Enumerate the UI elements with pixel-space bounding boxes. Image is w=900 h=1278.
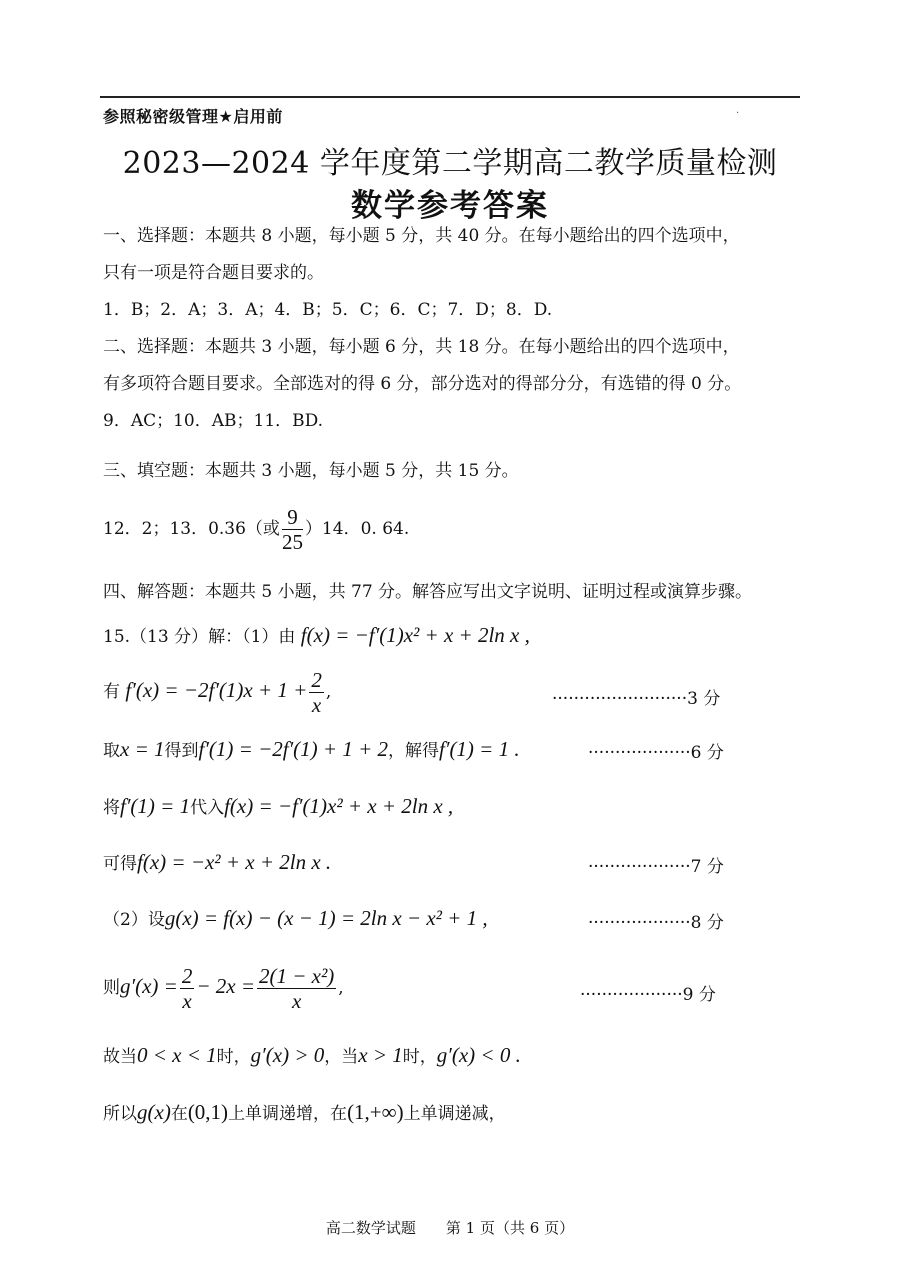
q15-line5 xyxy=(103,849,331,875)
fraction-numerator: 2 xyxy=(311,668,322,692)
q15-l8-formula1: 0 < x < 1 xyxy=(137,1043,217,1067)
section2-answers: 9．AC；10．AB；11．BD. xyxy=(103,411,324,431)
page-footer: 高二数学试题 第 1 页（共 6 页） xyxy=(325,1219,575,1237)
q15-l4-text2: 代入 xyxy=(190,798,225,818)
q15-l8-text3: ，当 xyxy=(324,1047,359,1067)
section1-intro-line2: 只有一项是符合题目要求的。 xyxy=(103,263,324,283)
q15-line1 xyxy=(103,622,530,648)
q15-l7-middle: − 2x = xyxy=(196,974,255,998)
q15-l9-text3: 上单调递增，在 xyxy=(228,1104,348,1124)
q15-l8-formula2: g′(x) > 0 xyxy=(250,1043,325,1067)
q15-l2-fraction xyxy=(309,668,324,717)
q15-line6 xyxy=(103,905,488,931)
section3-answers-pre: 12．2；13．0.36（或 xyxy=(103,519,280,539)
q15-l4-formula2: f(x) = −f′(1)x² + x + 2ln x , xyxy=(224,794,454,818)
q15-l2-text: 有 xyxy=(103,682,120,702)
section1-intro-line1: 一、选择题：本题共 8 小题，每小题 5 分，共 40 分。在每小题给出的四个选项中， xyxy=(103,226,740,246)
header-rule xyxy=(100,96,800,98)
q15-l2-tail: , xyxy=(325,682,332,702)
q15-l7-fraction1 xyxy=(180,964,195,1013)
fraction-numerator: 2(1 − x²) xyxy=(259,964,335,988)
q15-l7-formula: g′(x) = xyxy=(120,974,178,998)
q15-l8-text2: 时， xyxy=(216,1047,251,1067)
fraction-denominator: x xyxy=(311,693,322,717)
confidentiality-label: 参照秘密级管理★启用前 xyxy=(103,107,283,126)
score-8: ···················8 分 xyxy=(588,913,724,933)
q15-l3-text3: ，解得 xyxy=(388,741,440,761)
score-7: ···················7 分 xyxy=(588,857,724,877)
exam-title: 2023—2024 学年度第二学期高二教学质量检测 xyxy=(122,146,778,181)
section1-answers: 1．B；2．A；3．A；4．B；5．C；6．C；7．D；8．D. xyxy=(103,300,553,320)
fraction-numerator: 9 xyxy=(282,505,303,530)
section3-intro: 三、填空题：本题共 3 小题，每小题 5 分，共 15 分。 xyxy=(103,461,519,481)
q15-l3-formula2: f′(1) = −2f′(1) + 1 + 2 xyxy=(198,737,389,761)
q15-l7-fraction2 xyxy=(257,964,336,1013)
q15-l8-formula4: g′(x) < 0 . xyxy=(436,1043,521,1067)
score-3: ·························3 分 xyxy=(552,689,721,709)
q15-l5-formula: f(x) = −x² + x + 2ln x . xyxy=(137,850,332,874)
q15-l3-text2: 得到 xyxy=(164,741,199,761)
fraction-denominator: x xyxy=(291,989,302,1013)
q15-line2 xyxy=(103,668,331,717)
q15-l3-text1: 取 xyxy=(103,741,120,761)
answer-key-title: 数学参考答案 xyxy=(351,188,549,224)
fraction-numerator: 2 xyxy=(181,964,193,988)
q15-l9-formula2: (0,1) xyxy=(187,1100,229,1124)
q15-l3-formula3: f′(1) = 1 . xyxy=(439,737,520,761)
q15-l9-formula1: g(x) xyxy=(137,1100,171,1124)
q15-l1-text: 15.（13 分）解：（1）由 xyxy=(103,627,296,647)
q15-l8-formula3: x > 1 xyxy=(358,1043,403,1067)
q15-line3 xyxy=(103,736,520,762)
q15-l6-text: （2）设 xyxy=(103,910,165,930)
section2-intro-line1: 二、选择题：本题共 3 小题，每小题 6 分，共 18 分。在每小题给出的四个选项中， xyxy=(103,337,740,357)
q15-l9-text1: 所以 xyxy=(103,1104,137,1124)
q15-line9 xyxy=(103,1099,506,1125)
q15-l9-formula3: (1,+∞) xyxy=(347,1100,404,1124)
section3-answers xyxy=(103,505,409,554)
q15-l6-formula: g(x) = f(x) − (x − 1) = 2ln x − x² + 1 , xyxy=(164,906,488,930)
q15-line4 xyxy=(103,793,453,819)
score-6: ···················6 分 xyxy=(588,743,724,763)
fraction-denominator: x xyxy=(182,989,192,1013)
q15-line7 xyxy=(103,964,344,1013)
section4-intro: 四、解答题：本题共 5 小题，共 77 分。解答应写出文字说明、证明过程或演算步骤。 xyxy=(103,582,753,602)
q15-l3-formula1: x = 1 xyxy=(120,737,165,761)
fraction-denominator: 25 xyxy=(281,530,303,554)
q15-l7-tail: , xyxy=(338,978,344,998)
q15-l8-text4: 时， xyxy=(402,1047,437,1067)
q15-line8 xyxy=(103,1042,521,1068)
q15-l9-text4: 上单调递减， xyxy=(403,1104,506,1124)
section3-answers-post: ）14．0. 64. xyxy=(304,519,410,539)
q15-l1-formula: f(x) = −f′(1)x² + x + 2ln x , xyxy=(300,623,530,647)
q15-l5-text: 可得 xyxy=(103,854,137,874)
q15-l8-text1: 故当 xyxy=(103,1047,137,1067)
q15-l2-formula: f′(x) = −2f′(1)x + 1 + xyxy=(125,678,308,702)
section2-intro-line2: 有多项符合题目要求。全部选对的得 6 分，部分选对的得部分分，有选错的得 0 分。 xyxy=(103,374,742,394)
score-9: ···················9 分 xyxy=(580,985,716,1005)
stray-dot: · xyxy=(736,108,740,119)
fraction-9-25 xyxy=(282,505,303,554)
q15-l9-text2: 在 xyxy=(170,1104,188,1124)
q15-l7-text: 则 xyxy=(103,978,120,998)
q15-l4-formula1: f′(1) = 1 xyxy=(120,794,191,818)
q15-l4-text1: 将 xyxy=(103,798,120,818)
